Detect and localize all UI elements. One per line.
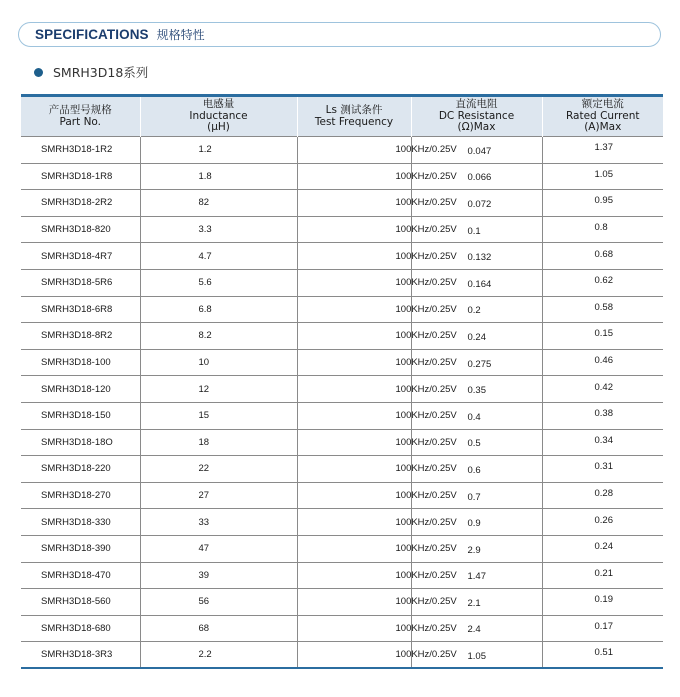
- cell-rated-current: 0.34: [542, 429, 663, 456]
- cell-dc-resistance: 0.35: [411, 376, 542, 403]
- cell-test-frequency: 100KHz/0.25V: [297, 509, 411, 536]
- cell-rated-current: 0.28: [542, 482, 663, 509]
- table-row: [21, 163, 663, 190]
- cell-part-no: SMRH3D18-560: [21, 589, 140, 616]
- table-row: [21, 642, 663, 669]
- header-en: Part No.: [59, 115, 101, 128]
- header-cn: 额定电流: [581, 98, 624, 111]
- table-row: [21, 509, 663, 536]
- cell-dc-resistance: 0.072: [411, 190, 542, 217]
- cell-dc-resistance: 0.275: [411, 349, 542, 376]
- cell-inductance: 39: [140, 562, 297, 589]
- cell-test-frequency: 100KHz/0.25V: [297, 589, 411, 616]
- header-inductance: [140, 96, 297, 137]
- header-cn: 直流电阻: [455, 98, 498, 111]
- header-dc-resistance: [411, 96, 542, 137]
- section-title-cn: 规格特性: [156, 28, 205, 42]
- cell-part-no: SMRH3D18-330: [21, 509, 140, 536]
- cell-test-frequency: 100KHz/0.25V: [297, 296, 411, 323]
- cell-test-frequency: 100KHz/0.25V: [297, 163, 411, 190]
- cell-test-frequency: 100KHz/0.25V: [297, 482, 411, 509]
- cell-test-frequency: 100KHz/0.25V: [297, 376, 411, 403]
- cell-inductance: 33: [140, 509, 297, 536]
- cell-rated-current: 0.17: [542, 615, 663, 642]
- table-row: [21, 269, 663, 296]
- cell-part-no: SMRH3D18-4R7: [21, 243, 140, 270]
- cell-test-frequency: 100KHz/0.25V: [297, 642, 411, 669]
- cell-inductance: 18: [140, 429, 297, 456]
- table-row: [21, 296, 663, 323]
- cell-part-no: SMRH3D18-470: [21, 562, 140, 589]
- specifications-table: [21, 94, 663, 669]
- cell-inductance: 5.6: [140, 269, 297, 296]
- cell-test-frequency: 100KHz/0.25V: [297, 323, 411, 350]
- table-row: [21, 323, 663, 350]
- cell-part-no: SMRH3D18-820: [21, 216, 140, 243]
- cell-test-frequency: 100KHz/0.25V: [297, 615, 411, 642]
- cell-inductance: 2.2: [140, 642, 297, 669]
- cell-inductance: 82: [140, 190, 297, 217]
- header-cn: 电感量: [202, 98, 235, 111]
- cell-test-frequency: 100KHz/0.25V: [297, 269, 411, 296]
- table-row: [21, 429, 663, 456]
- cell-dc-resistance: 0.047: [411, 137, 542, 164]
- cell-rated-current: 0.38: [542, 402, 663, 429]
- cell-rated-current: 0.15: [542, 323, 663, 350]
- cell-dc-resistance: 0.24: [411, 323, 542, 350]
- table-row: [21, 216, 663, 243]
- header-en: Rated Current: [565, 109, 640, 122]
- cell-part-no: SMRH3D18-120: [21, 376, 140, 403]
- cell-test-frequency: 100KHz/0.25V: [297, 535, 411, 562]
- cell-dc-resistance: 0.5: [411, 429, 542, 456]
- cell-part-no: SMRH3D18-6R8: [21, 296, 140, 323]
- cell-inductance: 10: [140, 349, 297, 376]
- cell-part-no: SMRH3D18-220: [21, 456, 140, 483]
- cell-dc-resistance: 1.47: [411, 562, 542, 589]
- section-title-en: SPECIFICATIONS: [35, 27, 149, 42]
- header-rated-current: [542, 96, 663, 137]
- cell-dc-resistance: 0.4: [411, 402, 542, 429]
- cell-rated-current: 0.62: [542, 269, 663, 296]
- cell-rated-current: 0.21: [542, 562, 663, 589]
- cell-dc-resistance: 2.4: [411, 615, 542, 642]
- cell-part-no: SMRH3D18-390: [21, 535, 140, 562]
- series-label: SMRH3D18系列: [53, 65, 149, 80]
- cell-dc-resistance: 0.1: [411, 216, 542, 243]
- cell-test-frequency: 100KHz/0.25V: [297, 562, 411, 589]
- cell-inductance: 47: [140, 535, 297, 562]
- cell-part-no: SMRH3D18-8R2: [21, 323, 140, 350]
- table-row: [21, 589, 663, 616]
- table-row: [21, 615, 663, 642]
- cell-test-frequency: 100KHz/0.25V: [297, 243, 411, 270]
- cell-part-no: SMRH3D18-100: [21, 349, 140, 376]
- table-header: [21, 96, 663, 137]
- header-part-no: [21, 96, 140, 137]
- cell-test-frequency: 100KHz/0.25V: [297, 190, 411, 217]
- cell-rated-current: 1.37: [542, 137, 663, 164]
- header-row: [21, 96, 663, 137]
- table-row: [21, 562, 663, 589]
- cell-part-no: SMRH3D18-5R6: [21, 269, 140, 296]
- cell-rated-current: 0.68: [542, 243, 663, 270]
- series-heading: [34, 63, 148, 81]
- cell-dc-resistance: 0.7: [411, 482, 542, 509]
- header-en: DC Resistance: [438, 109, 515, 122]
- cell-dc-resistance: 0.066: [411, 163, 542, 190]
- cell-inductance: 12: [140, 376, 297, 403]
- cell-dc-resistance: 2.9: [411, 535, 542, 562]
- cell-rated-current: 0.95: [542, 190, 663, 217]
- cell-inductance: 8.2: [140, 323, 297, 350]
- cell-part-no: SMRH3D18-150: [21, 402, 140, 429]
- table-row: [21, 376, 663, 403]
- cell-inductance: 1.8: [140, 163, 297, 190]
- cell-part-no: SMRH3D18-1R8: [21, 163, 140, 190]
- header-test-frequency: [297, 96, 411, 137]
- cell-rated-current: 0.26: [542, 509, 663, 536]
- cell-part-no: SMRH3D18-2R2: [21, 190, 140, 217]
- cell-inductance: 1.2: [140, 137, 297, 164]
- header-cn: Ls 测试条件: [325, 104, 383, 116]
- table-row: [21, 137, 663, 164]
- cell-inductance: 4.7: [140, 243, 297, 270]
- cell-test-frequency: 100KHz/0.25V: [297, 429, 411, 456]
- table-row: [21, 402, 663, 429]
- cell-test-frequency: 100KHz/0.25V: [297, 456, 411, 483]
- cell-rated-current: 0.24: [542, 535, 663, 562]
- cell-dc-resistance: 0.2: [411, 296, 542, 323]
- cell-rated-current: 0.46: [542, 349, 663, 376]
- table-row: [21, 535, 663, 562]
- cell-dc-resistance: 2.1: [411, 589, 542, 616]
- cell-rated-current: 0.42: [542, 376, 663, 403]
- cell-part-no: SMRH3D18-680: [21, 615, 140, 642]
- cell-rated-current: 0.58: [542, 296, 663, 323]
- cell-inductance: 3.3: [140, 216, 297, 243]
- table-row: [21, 456, 663, 483]
- header-en: Inductance: [189, 109, 248, 122]
- cell-rated-current: 0.19: [542, 589, 663, 616]
- header-cn: 产品型号规格: [48, 104, 112, 116]
- cell-inductance: 56: [140, 589, 297, 616]
- table-row: [21, 243, 663, 270]
- cell-dc-resistance: 0.132: [411, 243, 542, 270]
- cell-part-no: SMRH3D18-3R3: [21, 642, 140, 669]
- cell-rated-current: 0.8: [542, 216, 663, 243]
- table-body: [21, 137, 663, 669]
- table-row: [21, 190, 663, 217]
- cell-inductance: 15: [140, 402, 297, 429]
- cell-rated-current: 0.51: [542, 642, 663, 669]
- cell-dc-resistance: 0.6: [411, 456, 542, 483]
- table-row: [21, 349, 663, 376]
- header-unit: (μH): [207, 121, 230, 134]
- cell-rated-current: 1.05: [542, 163, 663, 190]
- cell-inductance: 6.8: [140, 296, 297, 323]
- table-row: [21, 482, 663, 509]
- cell-inductance: 22: [140, 456, 297, 483]
- cell-test-frequency: 100KHz/0.25V: [297, 216, 411, 243]
- cell-part-no: SMRH3D18-270: [21, 482, 140, 509]
- cell-part-no: SMRH3D18-18O: [21, 429, 140, 456]
- cell-inductance: 27: [140, 482, 297, 509]
- bullet-dot-icon: [34, 68, 43, 77]
- cell-inductance: 68: [140, 615, 297, 642]
- cell-test-frequency: 100KHz/0.25V: [297, 137, 411, 164]
- cell-test-frequency: 100KHz/0.25V: [297, 349, 411, 376]
- cell-dc-resistance: 0.9: [411, 509, 542, 536]
- cell-part-no: SMRH3D18-1R2: [21, 137, 140, 164]
- header-en: Test Frequency: [314, 115, 394, 128]
- cell-rated-current: 0.31: [542, 456, 663, 483]
- cell-test-frequency: 100KHz/0.25V: [297, 402, 411, 429]
- specifications-banner: [18, 22, 661, 47]
- header-unit: (A)Max: [584, 121, 622, 134]
- cell-dc-resistance: 0.164: [411, 269, 542, 296]
- header-unit: (Ω)Max: [457, 121, 496, 134]
- cell-dc-resistance: 1.05: [411, 642, 542, 669]
